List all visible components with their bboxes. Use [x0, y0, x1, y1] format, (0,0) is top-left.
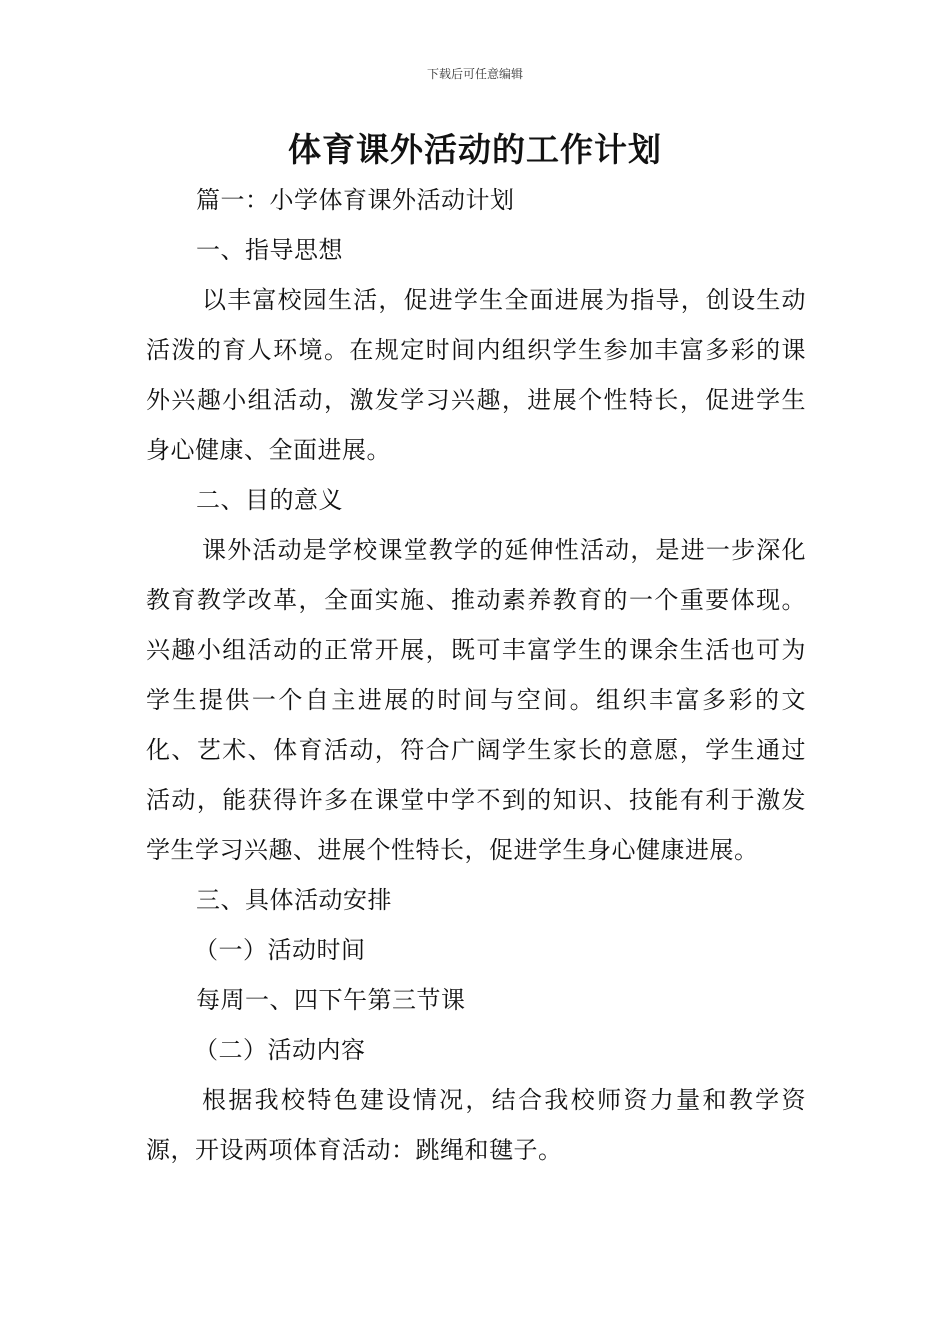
- subheading-activity-content: （二）活动内容: [194, 1036, 366, 1064]
- document-body: [146, 175, 806, 1175]
- paragraph-guiding-idea: 以丰富校园生活，促进学生全面进展为指导，创设生动活泼的育人环境。在规定时间内组织学生参加丰富多彩的课外兴趣小组活动，激发学习兴趣，进展个性特长，促进学生身心健康、全面进展。: [146, 286, 806, 464]
- header-note: 下载后可任意编辑: [426, 67, 523, 81]
- paragraph-activity-time: 每周一、四下午第三节课: [196, 986, 466, 1014]
- paragraph-activity-content: 根据我校特色建设情况，结合我校师资力量和教学资源，开设两项体育活动：跳绳和毽子。: [146, 1086, 806, 1164]
- subheading-activity-time: （一）活动时间: [194, 936, 366, 964]
- section-heading-arrangement: 三、具体活动安排: [196, 886, 392, 914]
- section-heading-part-one: 篇一：小学体育课外活动计划: [196, 186, 515, 214]
- paragraph-purpose: 课外活动是学校课堂教学的延伸性活动，是进一步深化教育教学改革，全面实施、推动素养教育的一个重要体现。兴趣小组活动的正常开展，既可丰富学生的课余生活也可为学生提供一个自主进展的时间与空间。组织丰富多彩的文化、艺术、体育活动，符合广阔学生家长的意愿，学生通过活动，能获得许多在课堂中学不到的知识、技能有利于激发学生学习兴趣、进展个性特长，促进学生身心健康进展。: [146, 536, 806, 864]
- section-heading-purpose: 二、目的意义: [196, 486, 343, 514]
- section-heading-guiding-idea: 一、指导思想: [196, 236, 343, 264]
- document-title: 体育课外活动的工作计划: [288, 130, 662, 169]
